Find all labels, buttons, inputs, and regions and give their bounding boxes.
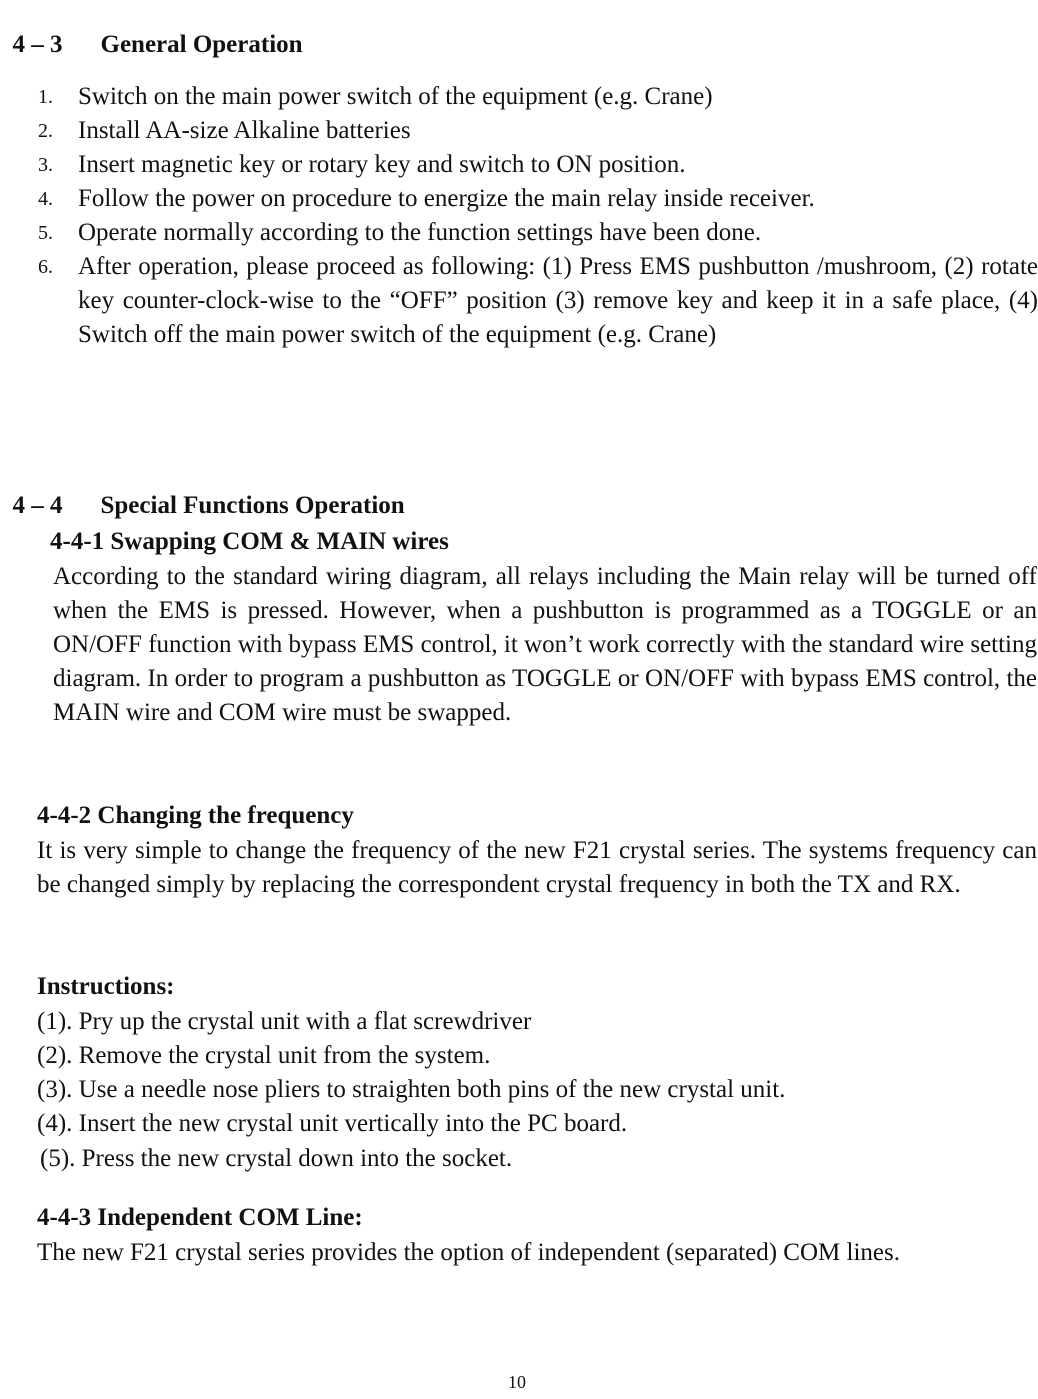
step-number: 2.	[38, 120, 53, 142]
step-text: Install AA-size Alkaline batteries	[78, 117, 411, 144]
general-operation-steps	[38, 80, 1038, 352]
step-number: 5.	[38, 222, 53, 244]
list-item	[38, 182, 1038, 216]
section-4-4-title: Special Functions Operation	[100, 492, 405, 519]
section-4-3-title: General Operation	[100, 31, 303, 58]
list-item	[38, 80, 1038, 114]
subsection-4-4-2-title: 4-4-2 Changing the frequency	[37, 802, 354, 829]
step-number: 3.	[38, 154, 53, 176]
instruction-item: (2). Remove the crystal unit from the system.	[37, 1042, 491, 1069]
section-4-3-heading	[0, 0, 303, 62]
step-text: Operate normally according to the function settings have been done.	[78, 219, 762, 246]
section-4-4-number: 4 – 4	[12, 492, 63, 519]
subsection-4-4-3-title: 4-4-3 Independent COM Line:	[37, 1204, 363, 1231]
subsection-4-4-3-body: The new F21 crystal series provides the option of independent (separated) COM lines.	[37, 1239, 900, 1266]
step-text: After operation, please proceed as following: (1) Press EMS pushbutton /mushroom, (2) rotate key counter-clock-wise to the “OFF” position (3) remove key and keep it in a safe place, (4) Switch off the main power switch of the equipment (e.g. Crane)	[78, 253, 1038, 348]
step-text: Follow the power on procedure to energize the main relay inside receiver.	[78, 185, 815, 212]
step-text: Switch on the main power switch of the equipment (e.g. Crane)	[78, 83, 713, 110]
instruction-item: (3). Use a needle nose pliers to straighten both pins of the new crystal unit.	[37, 1076, 786, 1103]
page-number: 10	[508, 1372, 526, 1392]
instructions-title: Instructions:	[37, 973, 175, 1000]
section-4-4-heading	[0, 455, 405, 523]
step-number: 6.	[38, 256, 53, 278]
list-item	[38, 114, 1038, 148]
instruction-item: (1). Pry up the crystal unit with a flat screwdriver	[37, 1008, 532, 1035]
section-4-3-number: 4 – 3	[12, 31, 63, 58]
step-number: 4.	[38, 188, 53, 210]
step-text: Insert magnetic key or rotary key and switch to ON position.	[78, 151, 686, 178]
subsection-4-4-1-title: 4-4-1 Swapping COM & MAIN wires	[50, 528, 449, 555]
subsection-4-4-1-body: According to the standard wiring diagram, all relays including the Main relay will be turned off when the EMS is pressed. However, when a pushbutton is programmed as a TOGGLE or an ON/OFF function with bypass EMS control, it won’t work correctly with the standard wire setting diagram. In order to program a pushbutton as TOGGLE or ON/OFF with bypass EMS control, the MAIN wire and COM wire must be swapped.	[53, 563, 1037, 726]
list-item	[38, 216, 1038, 250]
subsection-4-4-2-body: It is very simple to change the frequency of the new F21 crystal series. The systems frequency can be changed simply by replacing the correspondent crystal frequency in both the TX and RX.	[37, 837, 1037, 898]
list-item	[38, 148, 1038, 182]
list-item	[38, 250, 1038, 352]
step-number: 1.	[38, 86, 53, 108]
instruction-item: (5). Press the new crystal down into the socket.	[40, 1145, 513, 1172]
instruction-item: (4). Insert the new crystal unit vertically into the PC board.	[37, 1110, 628, 1137]
